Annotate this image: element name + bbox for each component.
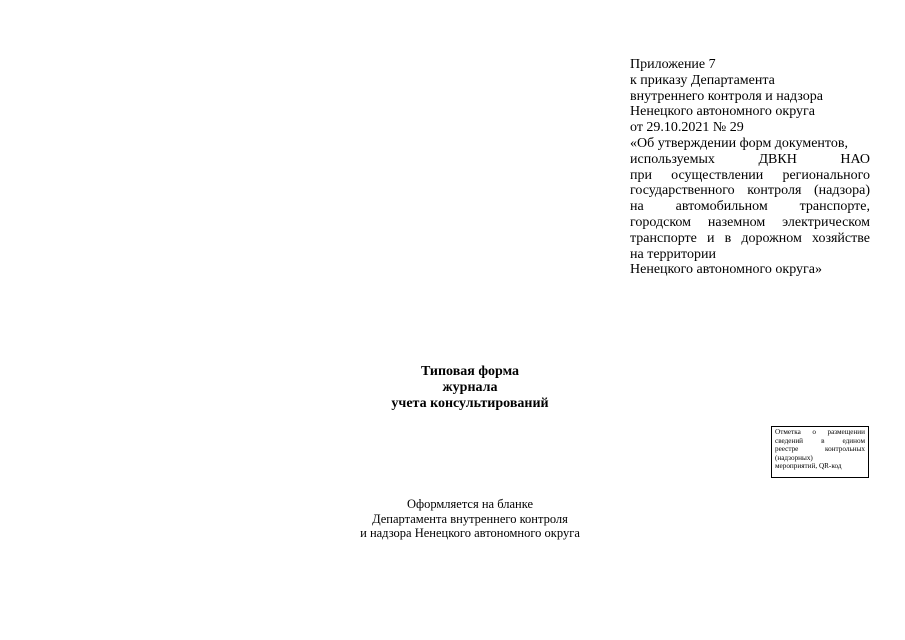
registry-mark-line: мероприятий, QR-код xyxy=(775,462,842,471)
form-title-line: Типовая форма xyxy=(420,364,520,379)
registry-mark-box xyxy=(771,426,869,478)
appendix-line: внутреннего контроля и надзора xyxy=(630,88,823,104)
letterhead-note-line: и надзора Ненецкого автономного округа xyxy=(360,526,580,541)
registry-mark-line: Отметка о размещении xyxy=(775,428,865,436)
appendix-line: городском наземном электрическом xyxy=(630,214,870,230)
appendix-line: при осуществлении регионального xyxy=(630,167,870,183)
registry-mark-line: сведений в едином xyxy=(775,436,865,445)
appendix-line: на территории xyxy=(630,246,716,262)
appendix-line: Ненецкого автономного округа» xyxy=(630,262,822,278)
registry-mark-line: реестре контрольных xyxy=(775,445,865,454)
letterhead-note xyxy=(320,497,620,541)
appendix-block xyxy=(630,57,870,278)
form-title-line: учета консультирований xyxy=(391,396,549,411)
appendix-line: Приложение 7 xyxy=(630,57,716,72)
letterhead-note-line: Департамента внутреннего контроля xyxy=(372,511,568,526)
appendix-line: используемых ДВКН НАО xyxy=(630,151,870,167)
registry-mark-line: (надзорных) xyxy=(775,453,813,462)
form-title xyxy=(330,364,610,412)
appendix-line: к приказу Департамента xyxy=(630,72,775,88)
form-title-line: журнала xyxy=(442,380,498,395)
appendix-line: от 29.10.2021 № 29 xyxy=(630,120,744,136)
appendix-line: транспорте и в дорожном хозяйстве xyxy=(630,230,870,246)
appendix-line: на автомобильном транспорте, xyxy=(630,199,870,215)
appendix-line: государственного контроля (надзора) xyxy=(630,183,870,199)
letterhead-note-line: Оформляется на бланке xyxy=(406,497,534,511)
appendix-line: Ненецкого автономного округа xyxy=(630,104,815,120)
appendix-line: «Об утверждении форм документов, xyxy=(630,135,848,151)
